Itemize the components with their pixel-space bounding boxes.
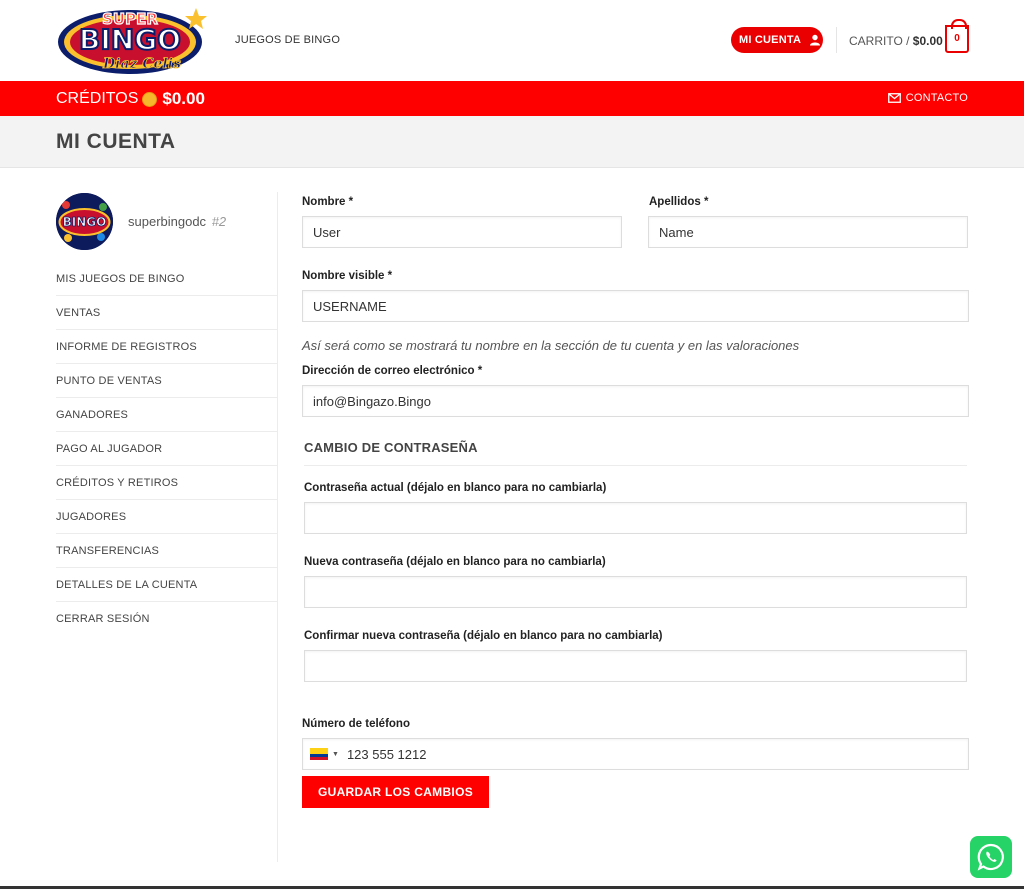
contact-link[interactable]: [888, 92, 968, 104]
sidebar-item-credits-withdrawals[interactable]: [56, 466, 277, 500]
sidebar-item-sales[interactable]: [56, 296, 277, 330]
sidebar-item-label: VENTAS: [56, 306, 101, 319]
last-name-label: Apellidos *: [649, 196, 709, 208]
last-name-field[interactable]: Name: [648, 216, 968, 248]
site-logo[interactable]: [56, 4, 210, 76]
sidebar-item-points-of-sale[interactable]: [56, 364, 277, 398]
display-name-label: Nombre visible *: [302, 270, 393, 282]
sidebar-item-transfers[interactable]: [56, 534, 277, 568]
site-header: [0, 0, 1024, 81]
svg-text:BINGO: BINGO: [62, 214, 107, 229]
header-divider: [836, 27, 837, 53]
sidebar-item-account-details[interactable]: [56, 568, 277, 602]
coin-icon: [142, 92, 157, 107]
credits-label: CRÉDITOS: [56, 90, 139, 107]
user-profile: [56, 192, 277, 250]
display-name-hint: Así será como se mostrará tu nombre en la sección de tu cuenta y en las valoraciones: [302, 338, 800, 353]
cart-count-badge: 0: [954, 33, 960, 44]
my-account-button-label: MI CUENTA: [739, 34, 802, 46]
nav-bingo-games-link[interactable]: JUEGOS DE BINGO: [235, 34, 341, 46]
credits-amount: $0.00: [162, 89, 205, 108]
whatsapp-icon: [976, 842, 1006, 872]
sidebar-item-logout[interactable]: [56, 602, 277, 636]
sidebar-item-label: PUNTO DE VENTAS: [56, 374, 162, 387]
first-name-field[interactable]: User: [302, 216, 622, 248]
cart-amount: $0.00: [912, 34, 943, 48]
phone-label: Número de teléfono: [302, 718, 410, 730]
sidebar-item-label: PAGO AL JUGADOR: [56, 442, 163, 455]
sidebar-item-label: DETALLES DE LA CUENTA: [56, 578, 198, 591]
new-password-label: Nueva contraseña (déjalo en blanco para no cambiarla): [304, 556, 606, 568]
cart-link[interactable]: [849, 34, 943, 48]
sidebar-item-player-payment[interactable]: [56, 432, 277, 466]
envelope-icon: [888, 93, 901, 103]
super-bingo-logo-graphic: [56, 4, 210, 76]
cart-label: CARRITO /: [849, 34, 910, 48]
save-changes-button[interactable]: GUARDAR LOS CAMBIOS: [302, 776, 489, 808]
sidebar-divider: [277, 192, 278, 862]
password-section-title: CAMBIO DE CONTRASEÑA: [304, 440, 478, 455]
country-dropdown-caret-icon[interactable]: ▼: [332, 750, 339, 758]
avatar: [56, 193, 113, 250]
my-account-button[interactable]: [731, 27, 823, 53]
contact-label: CONTACTO: [905, 92, 968, 104]
phone-field[interactable]: [302, 738, 969, 770]
sidebar-item-label: CRÉDITOS Y RETIROS: [56, 476, 179, 489]
email-label: Dirección de correo electrónico *: [302, 365, 483, 377]
sidebar-item-registry-report[interactable]: [56, 330, 277, 364]
confirm-password-field[interactable]: [304, 650, 967, 682]
sidebar-item-label: INFORME DE REGISTROS: [56, 340, 197, 353]
sidebar-item-label: CERRAR SESIÓN: [56, 613, 150, 625]
phone-number-value: 123 555 1212: [346, 746, 427, 762]
page-title-band: [0, 116, 1024, 168]
sidebar-item-label: GANADORES: [56, 408, 129, 421]
whatsapp-chat-button[interactable]: [970, 836, 1012, 878]
page-title: MI CUENTA: [56, 130, 176, 153]
sidebar-item-label: JUGADORES: [56, 510, 127, 523]
svg-text:BINGO: BINGO: [79, 23, 181, 56]
svg-text:SUPER: SUPER: [102, 10, 158, 28]
confirm-password-label: Confirmar nueva contraseña (déjalo en blanco para no cambiarla): [304, 630, 663, 642]
account-username: [128, 214, 226, 229]
user-icon: [809, 34, 821, 46]
avatar-logo-graphic: [56, 193, 113, 250]
new-password-field[interactable]: [304, 576, 967, 608]
current-password-label: Contraseña actual (déjalo en blanco para no cambiarla): [304, 482, 607, 494]
credits-bar: [0, 81, 1024, 116]
username-text: superbingodc: [128, 213, 207, 229]
sidebar-item-label: TRANSFERENCIAS: [56, 544, 160, 557]
cart-bag-icon[interactable]: [945, 25, 969, 53]
first-name-label: Nombre *: [302, 196, 354, 208]
credits-display: [56, 89, 205, 109]
colombia-flag-icon[interactable]: [310, 748, 328, 760]
sidebar-item-winners[interactable]: [56, 398, 277, 432]
email-field[interactable]: info@Bingazo.Bingo: [302, 385, 969, 417]
section-divider: [304, 465, 967, 466]
sidebar-item-label: MIS JUEGOS DE BINGO: [56, 272, 185, 285]
current-password-field[interactable]: [304, 502, 967, 534]
display-name-field[interactable]: USERNAME: [302, 290, 969, 322]
user-id-number: #2: [211, 213, 227, 229]
svg-text:Diaz Celis: Diaz Celis: [103, 56, 181, 72]
account-sidebar: [56, 192, 277, 636]
sidebar-item-my-bingo-games[interactable]: [56, 262, 277, 296]
sidebar-item-players[interactable]: [56, 500, 277, 534]
